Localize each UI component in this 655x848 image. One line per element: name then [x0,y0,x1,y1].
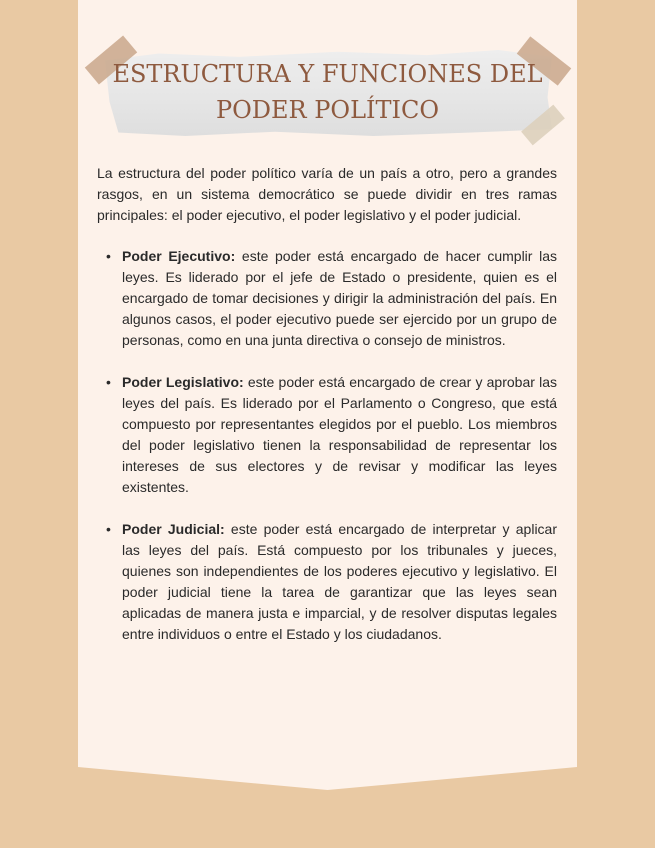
list-item-poder-judicial [97,519,557,645]
branch-name: Poder Judicial: [122,521,225,537]
branch-name: Poder Ejecutivo: [122,248,236,264]
list-item-poder-legislativo [97,372,557,498]
document-body [97,163,557,666]
intro-paragraph: La estructura del poder político varía de un país a otro, pero a grandes rasgos, en un sistema democrático se puede dividir en tres ramas principales: el poder ejecutivo, el poder legislativo y el poder judicial. [97,165,557,223]
bullet-icon: • [106,374,111,390]
branch-description: este poder está encargado de hacer cumplir las leyes. Es liderado por el jefe de Estado o presidente, quien es el encargado de tomar decisiones y dirigir la administración del país. En algunos casos, el poder ejecutivo puede ser ejercido por un grupo de personas, como en una junta directiva o consejo de ministros. [122,248,558,348]
bullet-icon: • [106,521,111,537]
bullet-icon: • [106,248,111,264]
title-banner [0,0,655,160]
branches-list [97,246,557,645]
branch-name: Poder Legislativo: [122,374,244,390]
branch-description: este poder está encargado de interpretar y aplicar las leyes del país. Está compuesto por los tribunales y jueces, quienes son independientes de los poderes ejecutivo y legislativo. El poder judicial tiene la tarea de garantizar que las leyes sean aplicadas de manera justa e imparcial, y de resolver disputas legales entre individuos o entre el Estado y los ciudadanos. [122,521,558,642]
list-item-poder-ejecutivo [97,246,557,351]
branch-description: este poder está encargado de crear y aprobar las leyes del país. Es liderado por el Parlamento o Congreso, que está compuesto por representantes elegidos por el pueblo. Los miembros del poder legislativo tienen la responsabilidad de representar los intereses de sus electores y de revisar y modificar las leyes existentes. [122,374,557,495]
page-title: ESTRUCTURA Y FUNCIONES DEL PODER POLÍTICO [112,60,543,124]
